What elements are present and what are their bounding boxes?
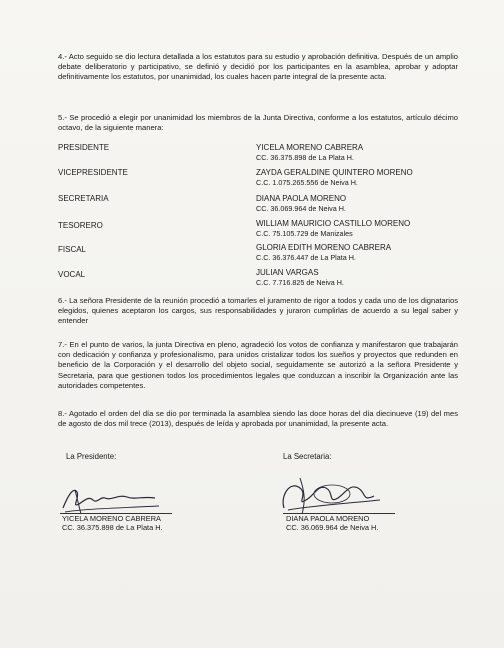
role-label: TESORERO	[58, 221, 103, 230]
paragraph-8: 8.- Agotado el orden del día se dio por terminada la asamblea siendo las doce horas del día diecinueve (19) del mes de agosto de dos mil trece (2013), después de leída y aprobada por unanimidad, la presente acta.	[58, 409, 458, 429]
president-signature-scribble	[55, 478, 165, 518]
paragraph-5: 5.- Se procedió a elegir por unanimidad los miembros de la Junta Directiva, conforme a los estatutos, artículo décimo octavo, de la siguiente manera:	[58, 113, 458, 133]
paragraph-7: 7.- En el punto de varios, la junta Directiva en pleno, agradeció los votos de confianza y manifestaron que trabajarán con dedicación y confianza y profesionalismo, para unidos cristalizar todos los sueños y proyectos que redunden en beneficio de la Corporación y el desarrollo del objeto social, seguidamente se autorizó a la señora Presidente y Secretaria, para que gestionen todos los procedimientos legales que conduzcan a inscribir la Organización ante las autoridades competentes.	[58, 340, 458, 390]
member-id: C.C. 1.075.265.556 de Neiva H.	[256, 178, 358, 187]
paragraph-4: 4.- Acto seguido se dio lectura detallada a los estatutos para su estudio y aprobación definitiva. Después de un amplio debate deliberatorio y participativo, se definió y decidió por los participantes en la asamblea, aprobar y adoptar definitivamente los estatutos, por unanimidad, los cuales hacen parte integral de la presente acta.	[58, 52, 458, 82]
president-id: CC. 36.375.898 de La Plata H.	[62, 523, 163, 532]
member-id: C.C. 75.105.729 de Manizales	[256, 229, 353, 238]
member-name: ZAYDA GERALDINE QUINTERO MORENO	[256, 168, 413, 177]
secretary-signature-label: La Secretaria:	[283, 452, 332, 461]
member-id: CC. 36.375.898 de La Plata H.	[256, 153, 354, 162]
president-signature-label: La Presidente:	[66, 452, 117, 461]
member-id: CC. 36.069.964 de Neiva H.	[256, 204, 346, 213]
secretary-id: CC. 36.069.964 de Neiva H.	[286, 523, 379, 532]
role-label: FISCAL	[58, 245, 87, 254]
member-name: GLORIA EDITH MORENO CABRERA	[256, 243, 392, 252]
member-id: C.C. 7.716.825 de Neiva H.	[256, 278, 344, 287]
secretary-name: DIANA PAOLA MORENO	[286, 514, 370, 523]
role-label: VOCAL	[58, 270, 86, 279]
president-name: YICELA MORENO CABRERA	[62, 514, 161, 523]
member-name: DIANA PAOLA MORENO	[256, 194, 347, 203]
secretary-signature-scribble	[270, 470, 390, 518]
member-name: JULIAN VARGAS	[256, 268, 319, 277]
role-label: PRESIDENTE	[58, 143, 110, 152]
role-label: VICEPRESIDENTE	[58, 168, 128, 177]
member-id: C.C. 36.376.447 de La Plata H.	[256, 253, 356, 262]
faded-stamp-mark	[155, 620, 305, 634]
member-name: WILLIAM MAURICIO CASTILLO MORENO	[256, 219, 411, 228]
paragraph-6: 6.- La señora Presidente de la reunión procedió a tomarles el juramento de rigor a todos y cada uno de los dignatarios elegidos, quienes aceptaron los cargos, sus responsabilidades y juraron cumplirlas de acuerdo a su legal saber y entender	[58, 296, 458, 326]
member-name: YICELA MORENO CABRERA	[256, 143, 364, 152]
role-label: SECRETARIA	[58, 194, 109, 203]
